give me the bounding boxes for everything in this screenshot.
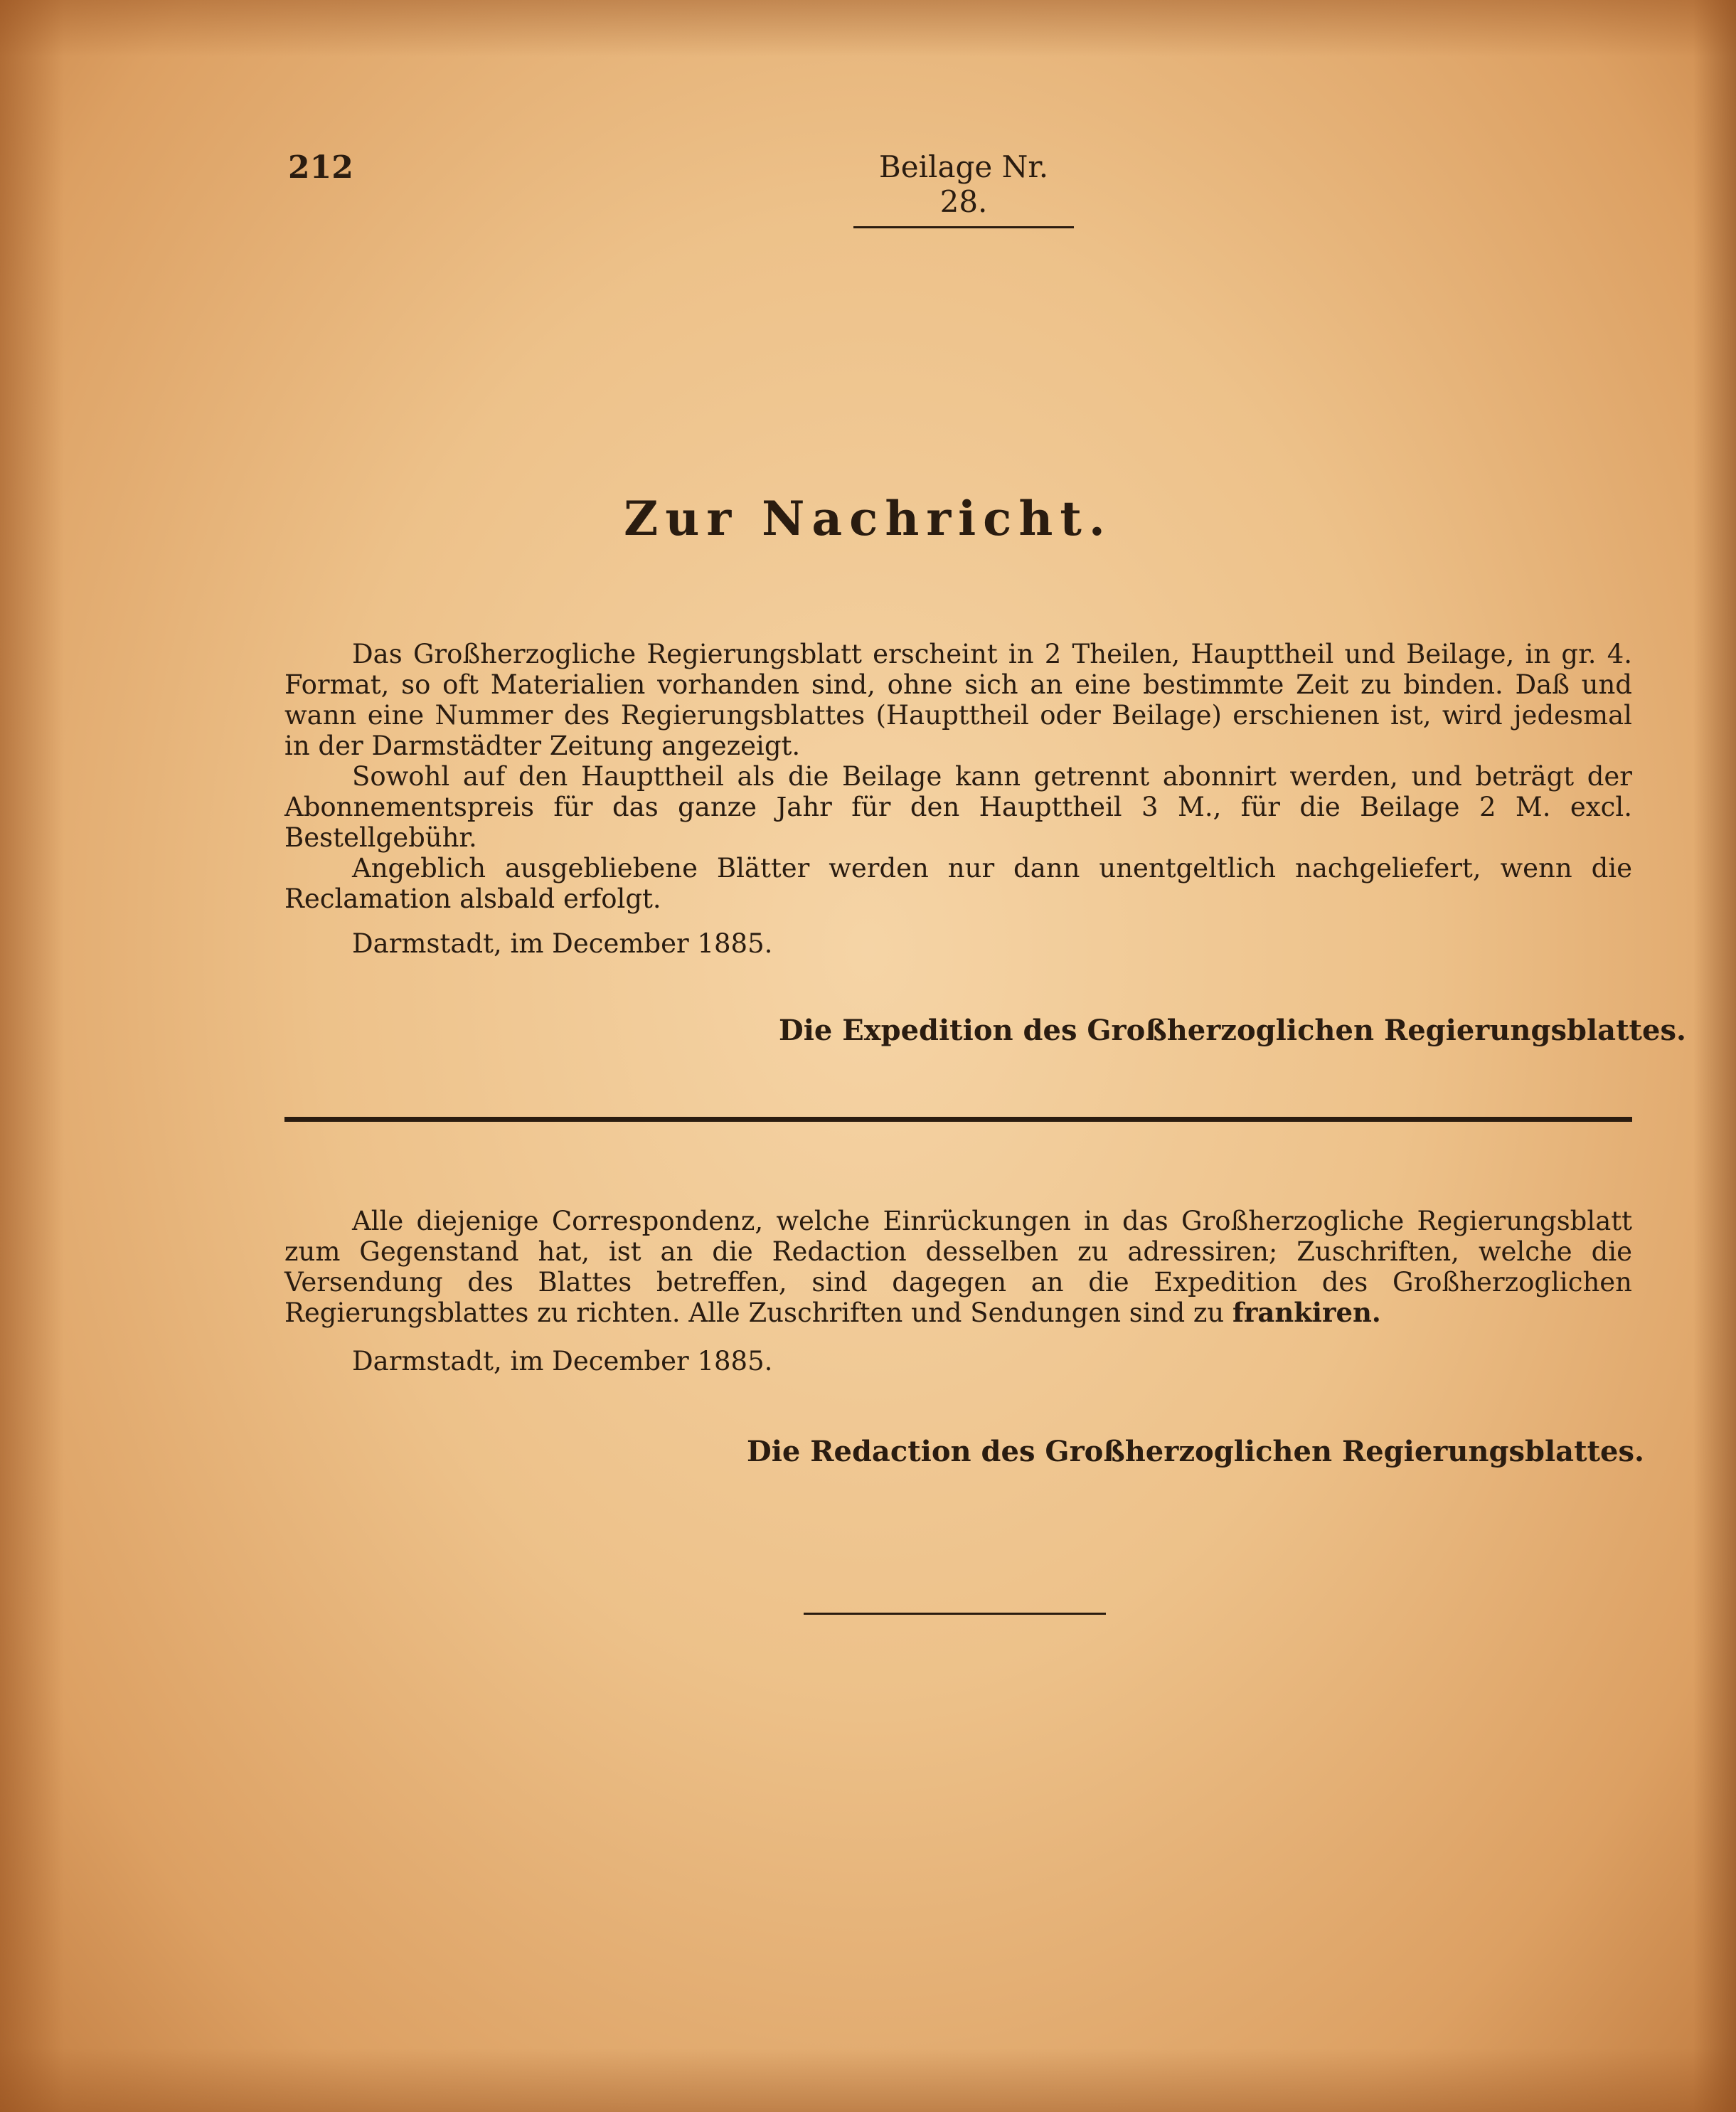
correspondence-dateline: Darmstadt, im December 1885. — [352, 1346, 773, 1376]
notice-dateline: Darmstadt, im December 1885. — [352, 928, 773, 959]
page-number: 212 — [288, 149, 353, 186]
correspondence-body — [284, 1206, 1632, 1328]
notice-body — [284, 639, 1632, 914]
correspondence-text: Alle diejenige Correspondenz, welche Einrückungen in das Großherzogliche Regierungsblatt zum Gegenstand hat, ist an die Redaction desselben zu adressiren; Zuschriften, welche die Versendung des Blattes betreffen, sind dagegen an die Expedition des Großherzoglichen Regierungsblattes zu richten. Alle Zuschriften und Sendungen sind zu — [284, 1206, 1632, 1328]
notice-paragraph-3: Angeblich ausgebliebene Blätter werden nur dann unentgeltlich nachgeliefert, wenn die Reclamation alsbald erfolgt. — [284, 853, 1632, 914]
page-edge-shadow-left — [0, 0, 64, 2112]
end-rule — [804, 1613, 1106, 1615]
page-edge-shadow-top — [0, 0, 1736, 57]
frankiren-emphasis: frankiren. — [1232, 1297, 1381, 1328]
notice-paragraph-2: Sowohl auf den Haupttheil als die Beilage kann getrennt abonnirt werden, und beträgt der Abonnementspreis für das ganze Jahr für den Haupttheil 3 M., für die Beilage 2 M. excl. Bestellgebühr. — [284, 761, 1632, 853]
running-title: Beilage Nr. 28. — [853, 149, 1074, 228]
expedition-signature: Die Expedition des Großherzoglichen Regierungsblattes. — [779, 1014, 1686, 1047]
page-edge-shadow-right — [1693, 0, 1736, 2112]
section-divider — [284, 1117, 1632, 1122]
page-edge-shadow-bottom — [0, 2048, 1736, 2112]
correspondence-paragraph — [284, 1206, 1632, 1328]
notice-title: Zur Nachricht. — [624, 491, 1112, 546]
redaction-signature: Die Redaction des Großherzoglichen Regierungsblattes. — [747, 1435, 1644, 1468]
notice-paragraph-1: Das Großherzogliche Regierungsblatt erscheint in 2 Theilen, Haupttheil und Beilage, in gr. 4. Format, so oft Materialien vorhanden sind, ohne sich an eine bestimmte Zeit zu binden. Daß und wann eine Nummer des Regierungsblattes (Haupttheil oder Beilage) erschienen ist, wird jedesmal in der Darmstädter Zeitung angezeigt. — [284, 639, 1632, 761]
